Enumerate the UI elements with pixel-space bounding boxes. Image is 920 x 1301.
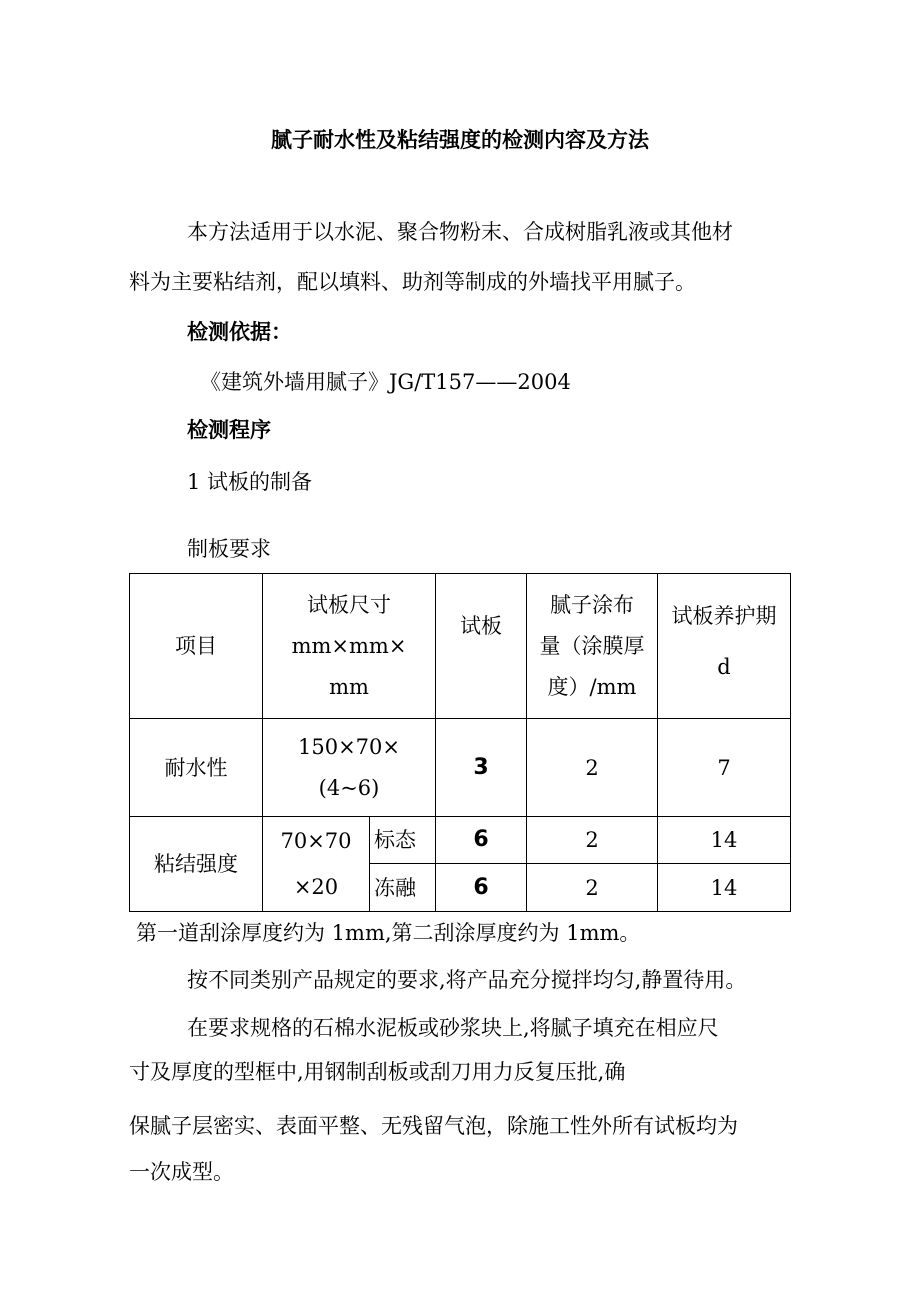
table-header-row — [130, 574, 791, 719]
table-row-water-resistance — [130, 719, 791, 817]
row-water-plates: 3 — [436, 719, 527, 817]
row-bond-size-line-1: 70×70 — [280, 829, 352, 853]
requirements-heading: 制板要求 — [187, 537, 271, 561]
row-bond-freeze-coat: 2 — [527, 864, 658, 912]
header-specimen-size — [263, 574, 436, 719]
header-coat-line-3: 度）/mm — [547, 674, 637, 699]
header-size-line-1: 试板尺寸 — [307, 592, 391, 617]
row-water-coat: 2 — [527, 719, 658, 817]
row-water-size-line-1: 150×70× — [298, 734, 400, 759]
header-coating-amount — [527, 574, 658, 719]
row-bond-freeze-label: 冻融 — [370, 864, 436, 912]
paragraph-forming-line-2: 一次成型。 — [129, 1160, 234, 1184]
row-bond-freeze-plates: 6 — [436, 864, 527, 912]
header-size-line-2: mm×mm× — [291, 633, 407, 658]
row-bond-standard-label: 标态 — [370, 817, 436, 864]
header-coat-line-2: 量（涂膜厚 — [539, 633, 645, 658]
procedure-heading: 检测程序 — [187, 417, 271, 442]
row-bond-freeze-cure: 14 — [658, 864, 791, 912]
basis-reference: 《建筑外墙用腻子》JG/T157——2004 — [200, 370, 571, 394]
step-1-heading: 1 试板的制备 — [187, 470, 313, 494]
specimen-requirements-table — [129, 573, 791, 912]
paragraph-forming-line-1: 保腻子层密实、表面平整、无残留气泡，除施工性外所有试板均为 — [129, 1114, 738, 1138]
row-water-size — [263, 719, 436, 817]
row-bond-item: 粘结强度 — [130, 817, 263, 912]
row-bond-size — [263, 817, 370, 912]
document-title: 腻子耐水性及粘结强度的检测内容及方法 — [271, 127, 649, 152]
row-bond-standard-coat: 2 — [527, 817, 658, 864]
row-water-item: 耐水性 — [130, 719, 263, 817]
header-item: 项目 — [130, 574, 263, 719]
row-water-size-line-2: (4~6) — [318, 775, 380, 800]
paragraph-filling-line-2: 寸及厚度的型框中,用钢制刮板或刮刀用力反复压批,确 — [129, 1060, 626, 1084]
row-bond-standard-cure: 14 — [658, 817, 791, 864]
intro-line-2: 料为主要粘结剂，配以填料、助剂等制成的外墙找平用腻子。 — [129, 270, 696, 294]
header-cure-line-1: 试板养护期 — [671, 604, 777, 628]
header-cure-line-2: d — [717, 655, 731, 679]
row-bond-standard-plates: 6 — [436, 817, 527, 864]
row-bond-size-line-2: ×20 — [293, 875, 339, 899]
header-size-line-3: mm — [329, 674, 369, 699]
paragraph-filling-line-1: 在要求规格的石棉水泥板或砂浆块上,将腻子填充在相应尺 — [187, 1016, 719, 1040]
table-row-bond-standard — [130, 817, 791, 864]
basis-heading: 检测依据： — [187, 319, 292, 344]
header-plates: 试板 — [436, 574, 527, 719]
coating-thickness-note: 第一道刮涂厚度约为 1mm,第二刮涂厚度约为 1mm。 — [136, 921, 641, 945]
header-curing-period — [658, 574, 791, 719]
header-coat-line-1: 腻子涂布 — [550, 592, 634, 617]
row-water-cure: 7 — [658, 719, 791, 817]
paragraph-stirring: 按不同类别产品规定的要求,将产品充分搅拌均匀,静置待用。 — [187, 968, 747, 992]
intro-line-1: 本方法适用于以水泥、聚合物粉末、合成树脂乳液或其他材 — [187, 220, 733, 244]
